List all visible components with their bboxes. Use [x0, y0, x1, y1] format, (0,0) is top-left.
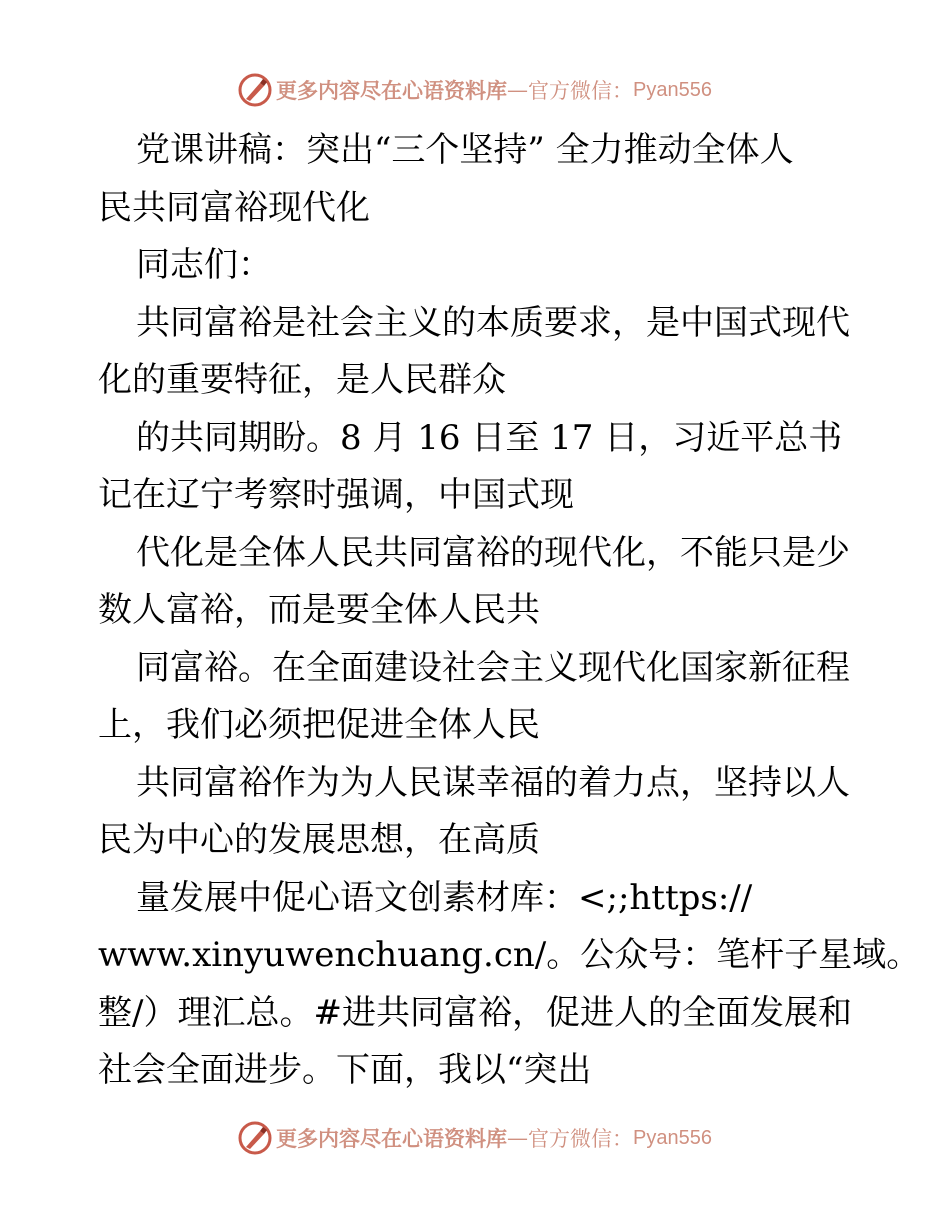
header-banner-wechat-label: 官方微信：	[528, 79, 634, 103]
header-watermark	[0, 70, 950, 110]
paragraph-line: 上，我们必须把促进全体人民	[98, 705, 540, 745]
footer-watermark	[0, 1118, 950, 1158]
footer-banner-main: 更多内容尽在心语资料库	[276, 1126, 508, 1151]
paragraph-line: 的共同期盼。8 月 16 日至 17 日，习近平总书	[136, 417, 843, 458]
paragraph-line: www.xinyuwenchuang.cn/。公众号：笔杆子星域。	[98, 935, 921, 975]
paragraph-line: 同富裕。在全面建设社会主义现代化国家新征程	[136, 647, 850, 688]
brand-logo-icon	[238, 73, 272, 107]
paragraph-line: 共同富裕作为为人民谋幸福的着力点，坚持以人	[136, 762, 850, 803]
paragraph-line: 社会全面进步。下面，我以“突出	[98, 1050, 592, 1090]
header-banner-wechat-id: Pyan556	[633, 78, 712, 101]
paragraph-line: 量发展中促心语文创素材库：<;;https://	[136, 877, 753, 918]
footer-banner-separator: —	[507, 1126, 529, 1150]
paragraph-line: 共同富裕是社会主义的本质要求，是中国式现代	[136, 302, 850, 343]
paragraph-line: 整/）理汇总。#进共同富裕，促进人的全面发展和	[98, 992, 852, 1033]
brand-logo-icon	[238, 1121, 272, 1155]
document-body	[98, 122, 921, 1100]
paragraph-line: 数人富裕，而是要全体人民共	[98, 590, 540, 630]
salutation: 同志们：	[136, 245, 272, 285]
header-banner-separator: —	[507, 78, 529, 102]
footer-banner-wechat-id: Pyan556	[633, 1126, 712, 1149]
paragraph-line: 民为中心的发展思想，在高质	[98, 820, 540, 860]
paragraph-line: 记在辽宁考察时强调，中国式现	[98, 475, 574, 515]
footer-banner-wechat-label: 官方微信：	[528, 1127, 634, 1151]
title-line-2: 民共同富裕现代化	[98, 187, 370, 228]
paragraph-line: 代化是全体人民共同富裕的现代化，不能只是少	[136, 532, 850, 573]
header-banner-main: 更多内容尽在心语资料库	[276, 78, 508, 103]
paragraph-line: 化的重要特征，是人民群众	[98, 360, 506, 400]
title-line-1: 党课讲稿：突出“三个坚持” 全力推动全体人	[136, 130, 794, 170]
